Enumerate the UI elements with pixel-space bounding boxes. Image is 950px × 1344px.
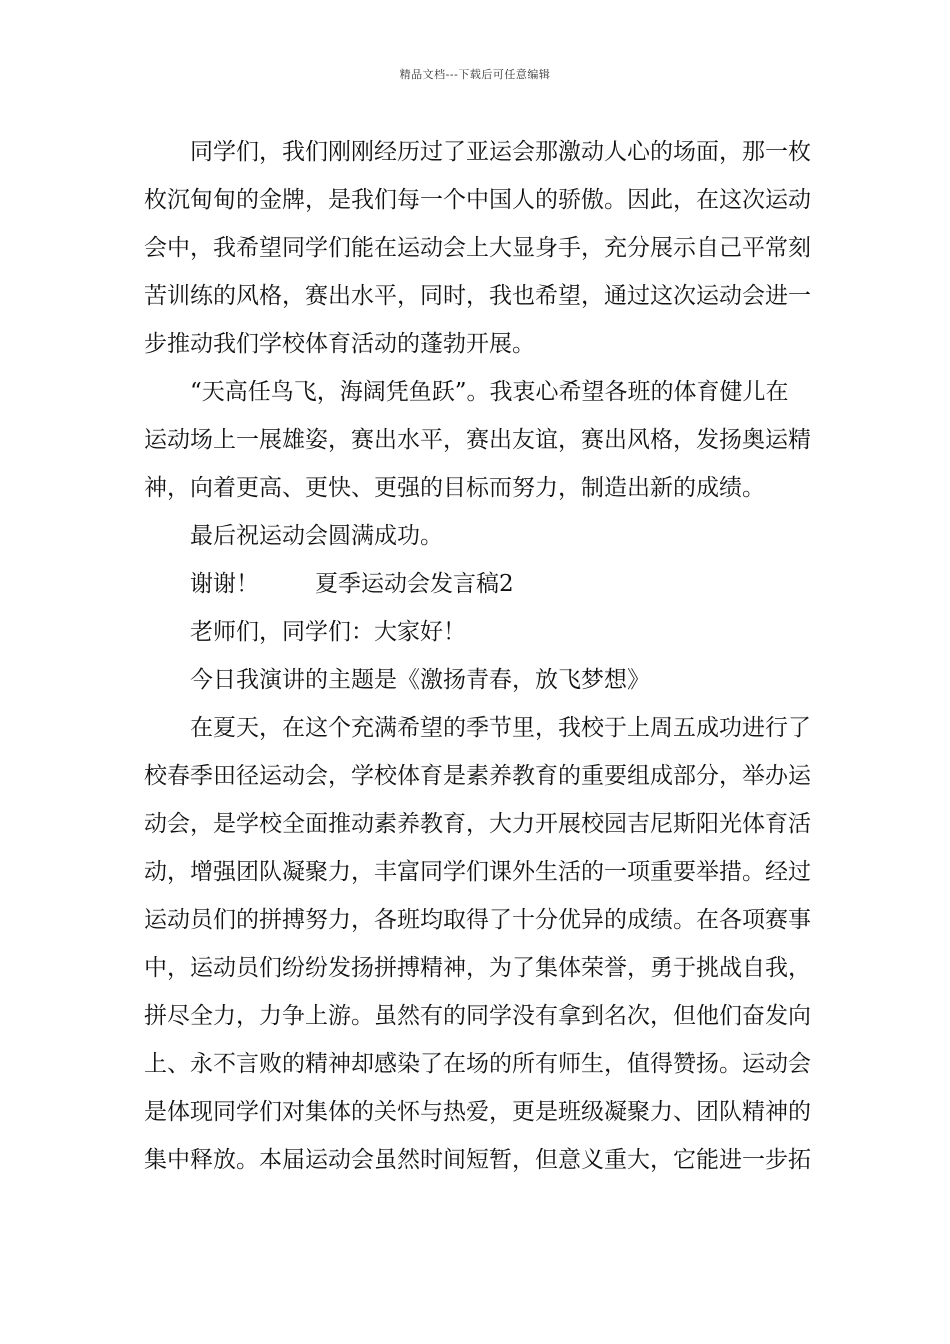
paragraph-line: 会中，我希望同学们能在运动会上大显身手，充分展示自己平常刻	[144, 235, 811, 261]
paragraph-line: 在夏天，在这个充满希望的季节里，我校于上周五成功进行了	[190, 715, 811, 741]
document-body	[144, 128, 811, 1184]
paragraph-line: 是体现同学们对集体的关怀与热爱，更是班级凝聚力、团队精神的	[144, 1099, 811, 1125]
paragraph-line: 枚沉甸甸的金牌，是我们每一个中国人的骄傲。因此，在这次运动	[144, 187, 811, 213]
paragraph-line: 校春季田径运动会，学校体育是素养教育的重要组成部分，举办运	[144, 763, 811, 789]
paragraph-line: 上、永不言败的精神却感染了在场的所有师生，值得赞扬。运动会	[144, 1051, 811, 1077]
paragraph-line: 集中释放。本届运动会虽然时间短暂，但意义重大，它能进一步拓	[144, 1147, 811, 1173]
paragraph-line: 运动场上一展雄姿，赛出水平，赛出友谊，赛出风格，发扬奥运精	[144, 427, 811, 453]
paragraph-line: 运动员们的拼搏努力，各班均取得了十分优异的成绩。在各项赛事	[144, 907, 811, 933]
paragraph-line: 同学们，我们刚刚经历过了亚运会那激动人心的场面，那一枚	[190, 139, 811, 165]
paragraph-line: 动会，是学校全面推动素养教育，大力开展校园吉尼斯阳光体育活	[144, 811, 811, 837]
paragraph-line: 中，运动员们纷纷发扬拼搏精神，为了集体荣誉，勇于挑战自我，	[144, 955, 811, 981]
paragraph-line: 动，增强团队凝聚力，丰富同学们课外生活的一项重要举措。经过	[144, 859, 811, 885]
paragraph-line: 拼尽全力，力争上游。虽然有的同学没有拿到名次，但他们奋发向	[144, 1003, 811, 1029]
greeting-line: 老师们，同学们：大家好！	[190, 619, 466, 645]
thanks-and-title-line	[144, 560, 808, 608]
paragraph-line: 神，向着更高、更快、更强的目标而努力，制造出新的成绩。	[144, 475, 765, 501]
topic-line: 今日我演讲的主题是《激扬青春，放飞梦想》	[190, 667, 650, 693]
section-title: 夏季运动会发言稿2	[315, 571, 514, 597]
paragraph-line: 步推动我们学校体育活动的蓬勃开展。	[144, 331, 535, 357]
thanks-text: 谢谢！	[190, 571, 259, 597]
paragraph-line: 最后祝运动会圆满成功。	[190, 523, 443, 549]
paragraph-line: 苦训练的风格，赛出水平，同时，我也希望，通过这次运动会进一	[144, 283, 811, 309]
paragraph-line: “天高任鸟飞，海阔凭鱼跃”。我衷心希望各班的体育健儿在	[190, 379, 789, 405]
page-header: 精品文档---下载后可任意编辑	[399, 68, 551, 81]
